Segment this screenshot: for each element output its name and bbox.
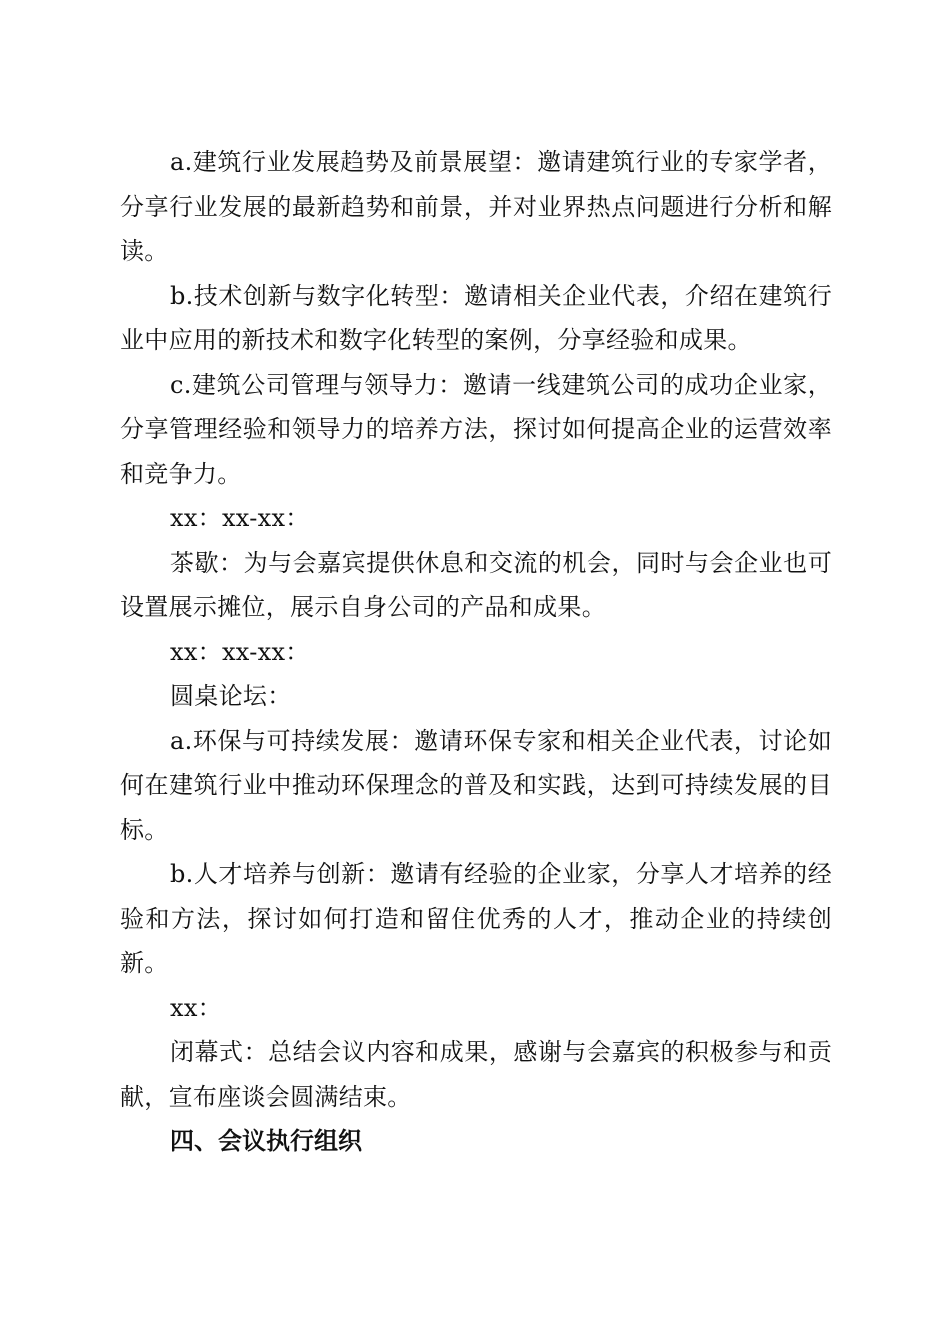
topic-c-paragraph: c.建筑公司管理与领导力：邀请一线建筑公司的成功企业家，分享管理经验和领导力的培养方法，探讨如何提高企业的运营效率和竞争力。 [120,370,832,488]
roundtable-title: 圆桌论坛： [170,682,292,710]
time-slot-3: xx： [170,993,222,1022]
time-slot-2: xx：xx-xx： [170,637,310,666]
section-heading: 四、会议执行组织 [170,1127,362,1155]
closing-paragraph: 闭幕式：总结会议内容和成果，感谢与会嘉宾的积极参与和贡献，宣布座谈会圆满结束。 [120,1038,832,1111]
tea-break-paragraph: 茶歇：为与会嘉宾提供休息和交流的机会，同时与会企业也可设置展示摊位，展示自身公司的产品和成果。 [120,548,832,621]
roundtable-b-paragraph: b.人才培养与创新：邀请有经验的企业家，分享人才培养的经验和方法，探讨如何打造和留住优秀的人才，推动企业的持续创新。 [120,860,832,977]
time-slot-1: xx：xx-xx： [170,504,310,532]
topic-a-paragraph: a.建筑行业发展趋势及前景展望：邀请建筑行业的专家学者，分享行业发展的最新趋势和前景，并对业界热点问题进行分析和解读。 [120,148,832,265]
topic-b-paragraph: b.技术创新与数字化转型：邀请相关企业代表，介绍在建筑行业中应用的新技术和数字化转型的案例，分享经验和成果。 [120,281,832,354]
roundtable-a-paragraph: a.环保与可持续发展：邀请环保专家和相关企业代表，讨论如何在建筑行业中推动环保理念的普及和实践，达到可持续发展的目标。 [120,726,832,844]
document-page [120,140,832,1164]
